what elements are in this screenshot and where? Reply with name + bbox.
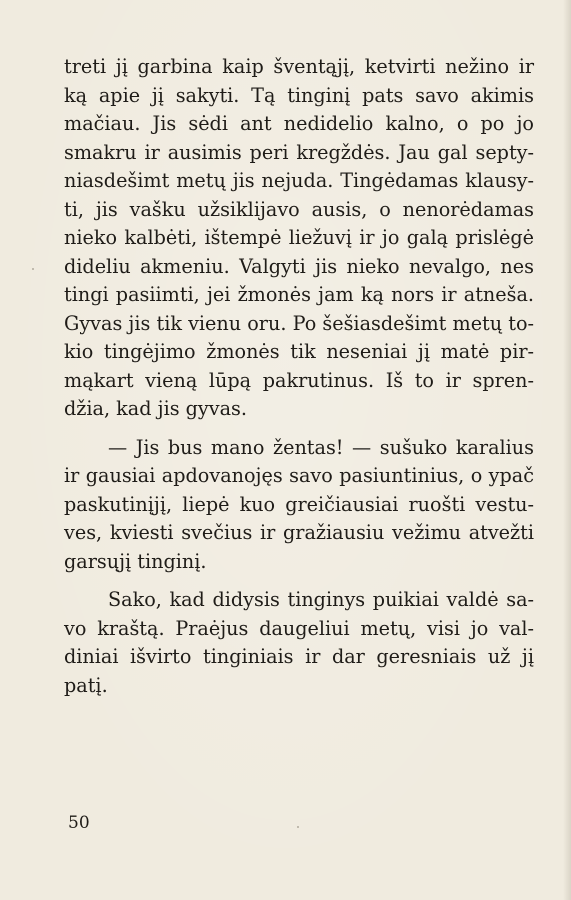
text-line: tingi pasiimti, jei žmonės jam ką nors ir atneša. — [64, 283, 534, 306]
paper-speck — [32, 268, 34, 270]
page-number: 50 — [68, 813, 90, 833]
text-line: paskutinįjį, liepė kuo greičiausiai ruošti vestu- — [64, 492, 534, 516]
paragraph-3 — [64, 586, 534, 700]
text-line: kio tingėjimo žmonės tik neseniai jį matė pir- — [64, 340, 534, 363]
text-line: ką apie jį sakyti. Tą tinginį pats savo akimis — [64, 83, 534, 107]
text-line: diniai išvirto tinginiais ir dar geresniais už jį — [64, 645, 534, 668]
text-line: niasdešimt metų jis nejuda. Tingėdamas klausy- — [64, 169, 534, 192]
text-line: mąkart vieną lūpą pakrutinus. Iš to ir spren- — [64, 368, 534, 392]
text-line: ves, kviesti svečius ir gražiausiu vežimu atvežti — [64, 521, 534, 544]
text-line: ti, jis vašku užsiklijavo ausis, o nenorėdamas — [64, 197, 534, 221]
text-line: dideliu akmeniu. Valgyti jis nieko nevalgo, nes — [64, 254, 534, 278]
text-line: vo kraštą. Praėjus daugeliui metų, visi jo val- — [64, 616, 534, 640]
body-text — [64, 53, 534, 700]
paragraph-1 — [64, 53, 534, 424]
text-line: smakru ir ausimis peri kregždės. Jau gal septy- — [64, 140, 534, 164]
text-line: Sako, kad didysis tinginys puikiai valdė sa- — [108, 588, 534, 611]
text-line: džia, kad jis gyvas. — [64, 397, 247, 420]
paper-speck — [297, 826, 299, 828]
text-line: patį. — [64, 673, 108, 697]
text-line: ir gausiai apdovanojęs savo pasiuntinius, o ypač — [64, 464, 534, 487]
page-edge-shadow — [563, 0, 571, 900]
text-line: — Jis bus mano žentas! — sušuko karalius — [108, 435, 534, 459]
text-line: mačiau. Jis sėdi ant nedidelio kalno, o po jo — [64, 112, 534, 135]
text-line: garsųjį tinginį. — [64, 549, 207, 573]
paragraph-2 — [64, 434, 534, 577]
text-line: nieko kalbėti, ištempė liežuvį ir jo galą prislėgė — [64, 226, 534, 249]
text-line: Gyvas jis tik vienu oru. Po šešiasdešimt metų to- — [64, 311, 534, 335]
text-line: treti jį garbina kaip šventąjį, ketvirti nežino ir — [64, 55, 534, 78]
